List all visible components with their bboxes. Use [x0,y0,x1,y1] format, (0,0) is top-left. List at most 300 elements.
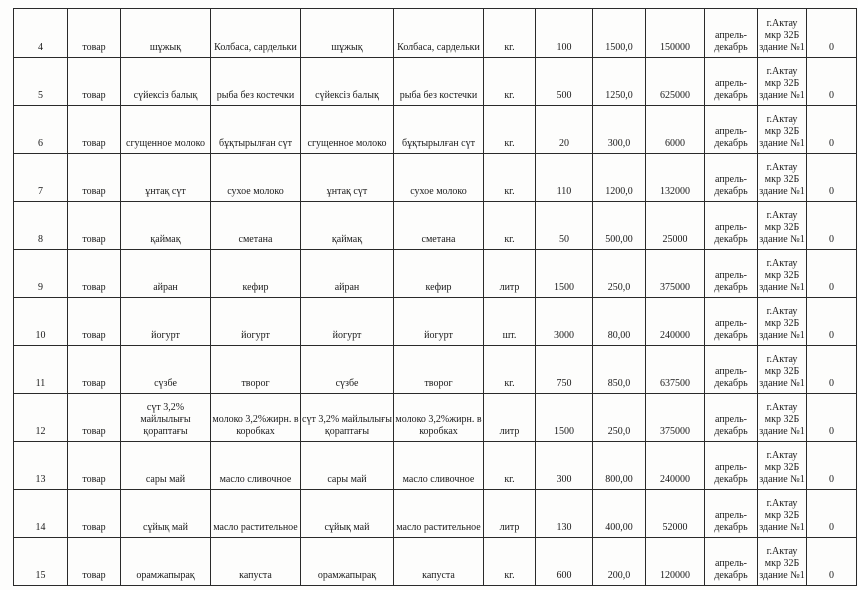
name-ru-text: йогурт [241,330,270,341]
sum-cell [646,154,705,202]
price-text: 1200,0 [605,186,633,197]
table-row [14,538,857,586]
address-cell [758,154,807,202]
spec-kz-text: сгущенное молоко [307,138,387,149]
extra-value-text: 0 [829,138,834,149]
name-kz-text: ұнтақ сүт [145,186,186,197]
spec-kz-text: шұжық [331,42,363,53]
name-kz-cell [121,58,211,106]
row-number-cell [14,106,68,154]
price-text: 1500,0 [605,42,633,53]
item-type-text: товар [82,234,106,245]
name-ru-cell [211,250,301,298]
period-cell [705,538,758,586]
name-ru-cell [211,394,301,442]
quantity-cell [536,9,593,58]
unit-cell [484,202,536,250]
name-ru-cell [211,442,301,490]
spec-ru-text: кефир [425,282,452,293]
address-cell [758,298,807,346]
name-kz-text: орамжапырақ [136,570,195,581]
unit-cell [484,106,536,154]
address-cell [758,106,807,154]
quantity-cell [536,490,593,538]
unit-cell [484,394,536,442]
unit-cell [484,538,536,586]
row-number-cell [14,298,68,346]
extra-value-text: 0 [829,426,834,437]
table-body [14,9,857,586]
extra-value-cell [807,106,857,154]
address-cell [758,202,807,250]
quantity-cell [536,442,593,490]
name-ru-cell [211,298,301,346]
address-cell [758,9,807,58]
name-kz-text: сүт 3,2% майлылығы қораптағы [140,402,191,437]
item-type-cell [68,202,121,250]
period-cell [705,298,758,346]
name-ru-cell [211,106,301,154]
price-text: 800,00 [605,474,633,485]
spec-kz-cell [301,298,394,346]
extra-value-text: 0 [829,42,834,53]
item-type-text: товар [82,474,106,485]
period-cell [705,106,758,154]
period-text: апрель-декабрь [714,462,748,485]
item-type-cell [68,490,121,538]
period-text: апрель-декабрь [714,318,748,341]
extra-value-cell [807,538,857,586]
item-type-cell [68,58,121,106]
price-text: 1250,0 [605,90,633,101]
name-ru-cell [211,9,301,58]
sum-text: 240000 [660,474,690,485]
spec-kz-text: айран [334,282,360,293]
spec-ru-cell [394,154,484,202]
address-text: г.Актау мкр 32Б здание №1 [759,258,805,293]
quantity-text: 500 [556,90,572,101]
address-cell [758,58,807,106]
name-kz-cell [121,106,211,154]
price-text: 400,00 [605,522,633,533]
period-cell [705,490,758,538]
spec-ru-text: масло сливочное [402,474,475,485]
item-type-text: товар [82,378,106,389]
name-ru-text: Колбаса, сардельки [214,42,297,53]
spec-ru-text: капуста [422,570,455,581]
sum-text: 6000 [665,138,685,149]
period-text: апрель-декабрь [714,558,748,581]
price-text: 300,0 [607,138,631,149]
price-cell [593,538,646,586]
row-number-text: 12 [35,426,46,437]
quantity-text: 50 [559,234,569,245]
item-type-text: товар [82,90,106,101]
period-text: апрель-декабрь [714,78,748,101]
row-number-text: 9 [38,282,43,293]
sum-text: 375000 [660,282,690,293]
table-row [14,106,857,154]
sum-cell [646,202,705,250]
name-kz-cell [121,9,211,58]
spec-kz-cell [301,9,394,58]
unit-cell [484,346,536,394]
address-text: г.Актау мкр 32Б здание №1 [759,402,805,437]
sum-cell [646,58,705,106]
spec-ru-cell [394,298,484,346]
period-cell [705,394,758,442]
row-number-text: 6 [38,138,43,149]
sum-text: 375000 [660,426,690,437]
row-number-text: 14 [35,522,46,533]
quantity-text: 3000 [554,330,574,341]
address-text: г.Актау мкр 32Б здание №1 [759,306,805,341]
table-row [14,490,857,538]
table-row [14,58,857,106]
unit-text: кг. [504,186,515,197]
spec-ru-cell [394,202,484,250]
item-type-cell [68,538,121,586]
period-text: апрель-декабрь [714,222,748,245]
row-number-cell [14,538,68,586]
period-text: апрель-декабрь [714,126,748,149]
period-cell [705,346,758,394]
sum-cell [646,490,705,538]
address-cell [758,442,807,490]
price-cell [593,250,646,298]
price-cell [593,58,646,106]
sum-cell [646,538,705,586]
quantity-cell [536,394,593,442]
unit-text: кг. [504,474,515,485]
spec-ru-cell [394,58,484,106]
extra-value-text: 0 [829,474,834,485]
name-kz-text: қаймақ [150,234,181,245]
period-cell [705,9,758,58]
unit-cell [484,490,536,538]
spec-ru-cell [394,490,484,538]
address-text: г.Актау мкр 32Б здание №1 [759,450,805,485]
sum-cell [646,106,705,154]
name-kz-text: сүйексіз балық [133,90,198,101]
sum-cell [646,9,705,58]
spec-ru-cell [394,442,484,490]
row-number-text: 15 [35,570,46,581]
price-cell [593,154,646,202]
quantity-text: 600 [556,570,572,581]
spec-ru-text: масло растительное [396,522,481,533]
spec-ru-text: сметана [421,234,456,245]
table-row [14,9,857,58]
quantity-text: 110 [556,186,572,197]
row-number-cell [14,346,68,394]
item-type-cell [68,442,121,490]
spec-kz-text: сұйық май [324,522,370,533]
unit-cell [484,250,536,298]
name-ru-cell [211,154,301,202]
row-number-text: 8 [38,234,43,245]
name-kz-cell [121,154,211,202]
spec-kz-cell [301,538,394,586]
item-type-text: товар [82,42,106,53]
extra-value-text: 0 [829,234,834,245]
name-ru-text: сухое молоко [227,186,284,197]
price-cell [593,9,646,58]
sum-text: 52000 [662,522,688,533]
spec-kz-text: сары май [327,474,367,485]
quantity-cell [536,298,593,346]
spec-kz-cell [301,490,394,538]
spec-kz-text: ұнтақ сүт [326,186,368,197]
spec-ru-cell [394,106,484,154]
name-kz-text: йогурт [151,330,180,341]
price-cell [593,394,646,442]
name-ru-text: капуста [239,570,272,581]
extra-value-cell [807,202,857,250]
address-text: г.Актау мкр 32Б здание №1 [759,210,805,245]
name-kz-cell [121,538,211,586]
period-text: апрель-декабрь [714,366,748,389]
quantity-cell [536,202,593,250]
unit-text: литр [499,522,520,533]
name-kz-cell [121,250,211,298]
quantity-cell [536,346,593,394]
quantity-cell [536,250,593,298]
spec-kz-text: йогурт [332,330,362,341]
spec-ru-text: бұқтырылған сүт [402,138,475,149]
address-cell [758,250,807,298]
row-number-cell [14,490,68,538]
name-kz-text: сгущенное молоко [126,138,205,149]
address-text: г.Актау мкр 32Б здание №1 [759,114,805,149]
spec-ru-cell [394,538,484,586]
name-kz-text: сары май [145,474,186,485]
price-text: 250,0 [607,426,631,437]
table-row [14,346,857,394]
extra-value-cell [807,250,857,298]
quantity-text: 130 [556,522,572,533]
name-ru-cell [211,202,301,250]
period-cell [705,442,758,490]
price-text: 500,00 [605,234,633,245]
item-type-cell [68,9,121,58]
period-text: апрель-декабрь [714,414,748,437]
address-text: г.Актау мкр 32Б здание №1 [759,498,805,533]
extra-value-cell [807,394,857,442]
item-type-text: товар [82,138,106,149]
spec-kz-cell [301,250,394,298]
period-cell [705,58,758,106]
name-ru-text: творог [241,378,270,389]
unit-text: кг. [504,42,515,53]
name-kz-text: сүзбе [154,378,177,389]
spec-kz-cell [301,106,394,154]
extra-value-cell [807,154,857,202]
unit-text: литр [499,282,520,293]
unit-text: кг. [504,234,515,245]
sum-cell [646,394,705,442]
sum-text: 120000 [660,570,690,581]
unit-text: шт. [502,330,517,341]
price-cell [593,442,646,490]
unit-text: кг. [504,378,515,389]
spec-kz-cell [301,202,394,250]
spec-kz-text: сүзбе [335,378,359,389]
item-type-cell [68,346,121,394]
unit-cell [484,9,536,58]
address-cell [758,490,807,538]
sum-text: 625000 [660,90,690,101]
row-number-cell [14,250,68,298]
quantity-text: 1500 [554,426,574,437]
item-type-cell [68,106,121,154]
extra-value-text: 0 [829,570,834,581]
address-text: г.Актау мкр 32Б здание №1 [759,18,805,53]
extra-value-cell [807,9,857,58]
table-row [14,202,857,250]
table-row [14,442,857,490]
period-cell [705,202,758,250]
period-cell [705,250,758,298]
spec-ru-text: молоко 3,2%жирн. в коробках [395,414,482,437]
extra-value-cell [807,58,857,106]
name-kz-cell [121,490,211,538]
item-type-text: товар [82,282,106,293]
quantity-text: 750 [556,378,572,389]
extra-value-text: 0 [829,90,834,101]
unit-cell [484,298,536,346]
name-kz-text: шұжық [149,42,182,53]
extra-value-cell [807,442,857,490]
address-cell [758,538,807,586]
spec-kz-cell [301,58,394,106]
item-type-text: товар [82,186,106,197]
row-number-text: 13 [35,474,46,485]
row-number-cell [14,154,68,202]
sum-cell [646,442,705,490]
sum-text: 132000 [660,186,690,197]
name-ru-text: бұқтырылған сүт [219,138,292,149]
spec-ru-cell [394,394,484,442]
row-number-text: 10 [35,330,46,341]
extra-value-cell [807,298,857,346]
spec-kz-cell [301,394,394,442]
address-cell [758,346,807,394]
quantity-cell [536,106,593,154]
spec-kz-cell [301,346,394,394]
period-cell [705,154,758,202]
spec-kz-text: сүйексіз балық [315,90,379,101]
item-type-cell [68,298,121,346]
name-kz-cell [121,442,211,490]
row-number-cell [14,442,68,490]
unit-cell [484,154,536,202]
price-cell [593,490,646,538]
price-text: 850,0 [607,378,631,389]
name-kz-cell [121,346,211,394]
price-cell [593,202,646,250]
sum-text: 25000 [662,234,688,245]
sum-cell [646,250,705,298]
name-kz-cell [121,202,211,250]
name-ru-text: масло растительное [213,522,298,533]
spec-kz-cell [301,154,394,202]
sum-text: 240000 [660,330,690,341]
unit-cell [484,58,536,106]
spec-ru-cell [394,346,484,394]
row-number-text: 5 [38,90,43,101]
spec-ru-text: рыба без костечки [399,90,478,101]
unit-text: литр [499,426,520,437]
address-text: г.Актау мкр 32Б здание №1 [759,66,805,101]
unit-cell [484,442,536,490]
item-type-text: товар [82,426,106,437]
row-number-text: 4 [38,42,43,53]
name-kz-cell [121,394,211,442]
item-type-cell [68,154,121,202]
spec-kz-cell [301,442,394,490]
name-ru-cell [211,490,301,538]
price-text: 250,0 [607,282,631,293]
item-type-cell [68,394,121,442]
quantity-text: 300 [556,474,572,485]
name-ru-cell [211,538,301,586]
extra-value-cell [807,346,857,394]
sum-text: 637500 [660,378,690,389]
quantity-text: 100 [556,42,572,53]
spec-ru-text: Колбаса, сардельки [397,42,480,53]
period-text: апрель-декабрь [714,270,748,293]
table-row [14,394,857,442]
price-text: 80,00 [607,330,631,341]
spec-ru-text: йогурт [424,330,453,341]
name-ru-text: рыба без костечки [216,90,295,101]
extra-value-text: 0 [829,186,834,197]
extra-value-text: 0 [829,378,834,389]
name-ru-text: масло сливочное [219,474,292,485]
spec-ru-text: сухое молоко [410,186,467,197]
row-number-cell [14,58,68,106]
spec-ru-text: творог [424,378,453,389]
name-ru-text: кефир [242,282,269,293]
row-number-cell [14,9,68,58]
price-cell [593,346,646,394]
spec-ru-cell [394,250,484,298]
item-type-text: товар [82,330,106,341]
name-kz-text: айран [153,282,178,293]
table-row [14,154,857,202]
quantity-cell [536,58,593,106]
item-type-text: товар [82,570,106,581]
extra-value-text: 0 [829,282,834,293]
price-text: 200,0 [607,570,631,581]
address-text: г.Актау мкр 32Б здание №1 [759,354,805,389]
unit-text: кг. [504,570,515,581]
sum-cell [646,346,705,394]
table-row [14,250,857,298]
price-cell [593,106,646,154]
quantity-cell [536,154,593,202]
quantity-text: 20 [559,138,569,149]
spec-ru-cell [394,9,484,58]
name-kz-cell [121,298,211,346]
price-cell [593,298,646,346]
row-number-text: 7 [38,186,43,197]
row-number-cell [14,202,68,250]
period-text: апрель-декабрь [714,174,748,197]
item-type-cell [68,250,121,298]
period-text: апрель-декабрь [714,510,748,533]
